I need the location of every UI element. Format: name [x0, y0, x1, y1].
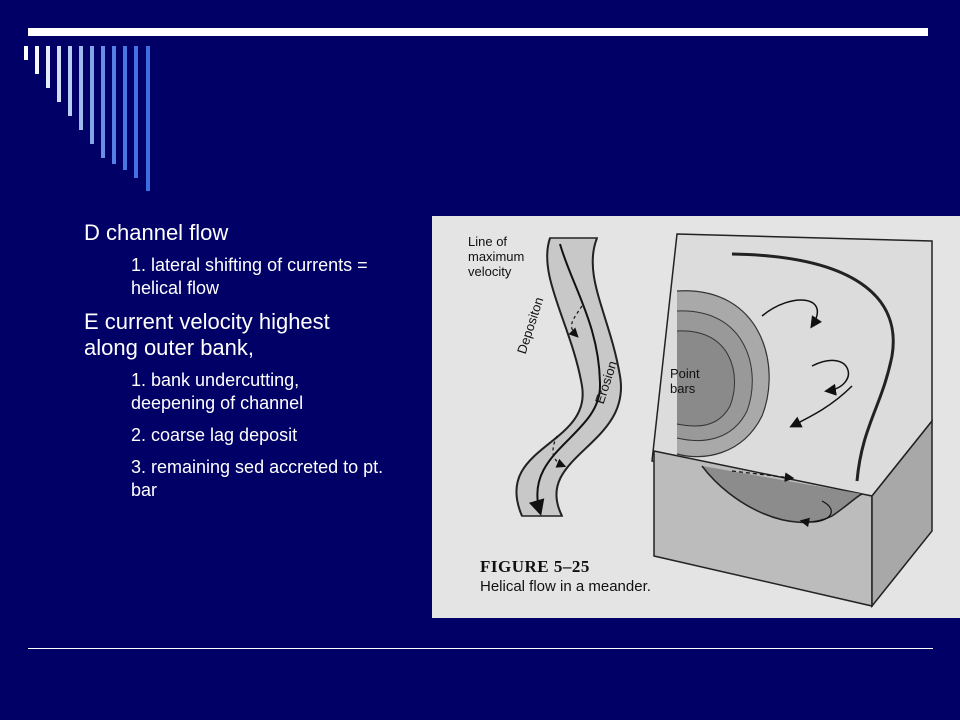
decor-bar [57, 46, 61, 102]
bullet-sub-item: 1. bank undercutting, deepening of channel [131, 370, 304, 413]
bullet-sub-item: 3. remaining sed accreted to pt. bar [131, 457, 384, 500]
label-point-bars: Point bars [670, 366, 700, 396]
decor-bar [79, 46, 83, 130]
decor-bar [46, 46, 50, 88]
meander-figure [432, 216, 960, 618]
bullet-heading-e: E current velocity highest along outer bank, [84, 309, 330, 360]
decor-bar [35, 46, 39, 74]
bullet-heading-d: D channel flow [84, 220, 229, 245]
label-erosion: Erosion [592, 359, 620, 406]
figure-caption-title: FIGURE 5–25 [480, 557, 590, 576]
bullet-sub-item: 2. coarse lag deposit [131, 425, 298, 445]
decor-bar [146, 46, 150, 191]
decor-bar [68, 46, 72, 116]
decor-bar [24, 46, 28, 60]
decor-bar [101, 46, 105, 158]
label-line-of-max-velocity: Line of maximum velocity [468, 234, 525, 279]
decor-bar [112, 46, 116, 164]
bullet-sub-item: 1. lateral shifting of currents = helical flow [131, 255, 368, 298]
figure-caption-text: Helical flow in a meander. [480, 578, 651, 595]
decor-bar [90, 46, 94, 144]
decorative-bars [0, 0, 170, 200]
decor-bar [134, 46, 138, 178]
slide-text [84, 220, 384, 511]
decor-bar [123, 46, 127, 170]
bottom-rule [28, 648, 933, 649]
label-deposition: Depositon [514, 295, 547, 356]
